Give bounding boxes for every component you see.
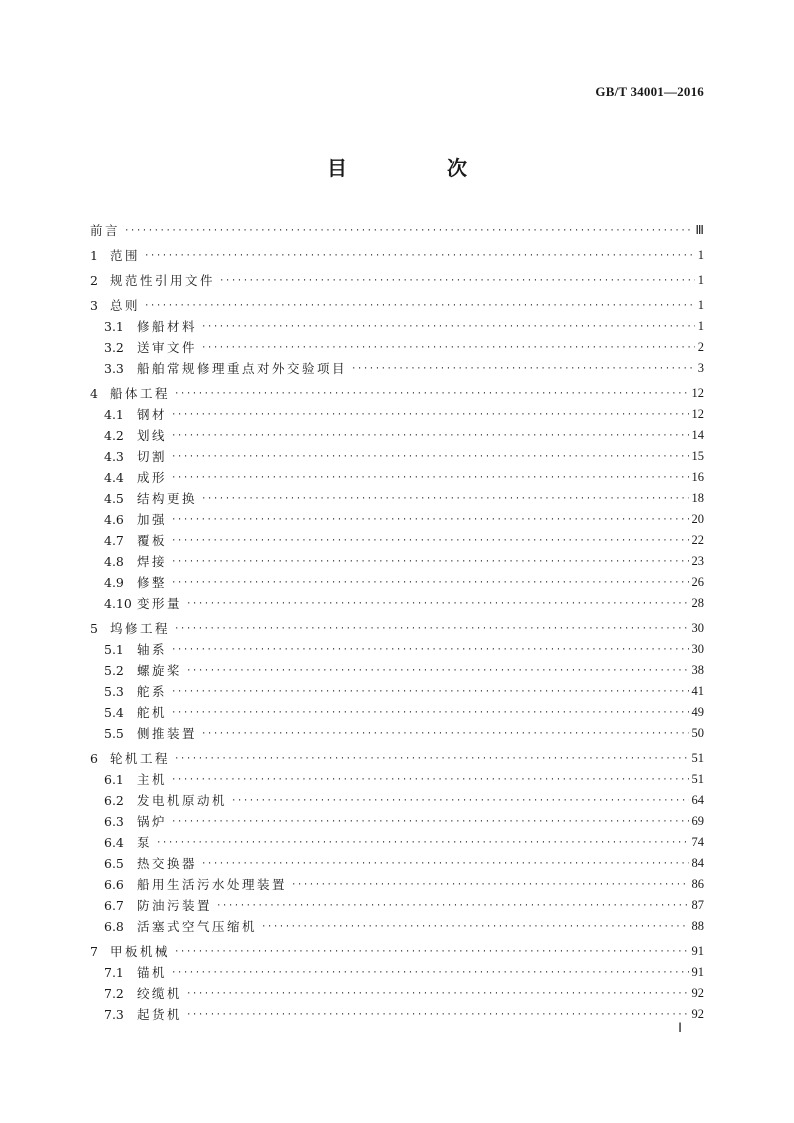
toc-entry-page: 12 [691, 407, 704, 421]
toc-entry-label: 修船材料 [137, 319, 198, 334]
toc-entry-number: 3.3 [104, 361, 124, 376]
toc-entry[interactable] [90, 488, 704, 509]
toc-entry[interactable] [90, 962, 704, 983]
toc-leader-dots [174, 751, 688, 769]
toc-entry-number: 6.3 [104, 814, 124, 829]
toc-entry-number: 4.9 [104, 575, 124, 590]
toc-entry-page: 74 [691, 835, 704, 849]
toc-entry[interactable] [90, 530, 704, 551]
toc-entry-page: 51 [691, 751, 704, 765]
toc-entry[interactable] [90, 660, 704, 681]
toc-entry-label: 舵机 [137, 705, 168, 720]
toc-entry-number: 7.3 [104, 1007, 124, 1022]
toc-leader-dots [171, 642, 688, 660]
toc-entry-number: 1 [90, 248, 98, 263]
toc-entry-page: 88 [691, 919, 704, 933]
toc-entry-page: 1 [697, 319, 704, 333]
toc-entry-label: 甲板机械 [110, 944, 171, 959]
toc-entry-label: 范围 [110, 248, 141, 263]
toc-leader-dots [216, 898, 688, 916]
toc-entry-number: 4 [90, 386, 98, 401]
toc-leader-dots [186, 986, 688, 1004]
toc-entry[interactable] [90, 425, 704, 446]
toc-entry-number: 3.2 [104, 340, 124, 355]
toc-entry-page: 50 [691, 726, 704, 740]
toc-entry-number: 7.1 [104, 965, 124, 980]
toc-entry-page: 3 [697, 361, 704, 375]
toc-entry-number: 7 [90, 944, 98, 959]
toc-entry-number: 3.1 [104, 319, 124, 334]
toc-entry-number: 5.5 [104, 726, 124, 741]
toc-entry[interactable] [90, 811, 704, 832]
toc-entry[interactable] [90, 916, 704, 937]
toc-entry-label: 起货机 [137, 1007, 183, 1022]
toc-entry-label: 钢材 [137, 407, 168, 422]
toc-entry-number: 6.6 [104, 877, 124, 892]
toc-entry-page: 92 [691, 986, 704, 1000]
toc-leader-dots [171, 705, 688, 723]
toc-entry-label: 船舶常规修理重点对外交验项目 [137, 361, 348, 376]
toc-entry-page: 38 [691, 663, 704, 677]
toc-leader-dots [174, 386, 688, 404]
toc-entry-label: 活塞式空气压缩机 [137, 919, 258, 934]
toc-entry[interactable] [90, 702, 704, 723]
toc-entry-label: 舵系 [137, 684, 168, 699]
toc-entry-number: 5 [90, 621, 98, 636]
table-of-contents [90, 216, 704, 1025]
toc-entry[interactable] [90, 895, 704, 916]
toc-entry-number: 6.5 [104, 856, 124, 871]
toc-entry-label: 船体工程 [110, 386, 171, 401]
toc-entry-page: 91 [691, 944, 704, 958]
toc-entry-label: 主机 [137, 772, 168, 787]
toc-entry-page: 26 [691, 575, 704, 589]
toc-entry[interactable] [90, 572, 704, 593]
toc-entry-number: 6.1 [104, 772, 124, 787]
toc-entry[interactable] [90, 266, 704, 291]
toc-entry-page: 64 [691, 793, 704, 807]
toc-entry-page: 12 [691, 386, 704, 400]
toc-leader-dots [291, 877, 688, 895]
toc-leader-dots [171, 554, 688, 572]
toc-entry-label: 船用生活污水处理装置 [137, 877, 288, 892]
toc-entry-label: 结构更换 [137, 491, 198, 506]
toc-leader-dots [144, 298, 695, 316]
toc-entry-number: 6 [90, 751, 98, 766]
toc-entry-label: 覆板 [137, 533, 168, 548]
toc-entry-label: 侧推装置 [137, 726, 198, 741]
toc-entry-page: 87 [691, 898, 704, 912]
toc-entry-number: 5.1 [104, 642, 124, 657]
toc-entry-number: 4.8 [104, 554, 124, 569]
toc-entry-number: 7.2 [104, 986, 124, 1001]
toc-entry[interactable] [90, 216, 704, 241]
toc-entry-page: 49 [691, 705, 704, 719]
toc-entry[interactable] [90, 681, 704, 702]
toc-entry-number: 3 [90, 298, 98, 313]
toc-entry-label: 锚机 [137, 965, 168, 980]
toc-entry-label: 轮机工程 [110, 751, 171, 766]
toc-entry-number: 4.1 [104, 407, 124, 422]
page-title: 目 次 [327, 156, 507, 180]
toc-leader-dots [186, 1007, 688, 1025]
toc-entry-page: 84 [691, 856, 704, 870]
toc-entry-label: 锅炉 [137, 814, 168, 829]
toc-entry-label: 热交换器 [137, 856, 198, 871]
toc-leader-dots [171, 575, 688, 593]
toc-entry-number: 6.7 [104, 898, 124, 913]
toc-leader-dots [219, 273, 695, 291]
toc-entry-number: 6.8 [104, 919, 124, 934]
toc-entry-page: 1 [697, 298, 704, 312]
toc-entry-page: 30 [691, 642, 704, 656]
toc-entry-label: 防油污装置 [137, 898, 213, 913]
toc-leader-dots [171, 470, 688, 488]
toc-entry-page: 1 [697, 248, 704, 262]
toc-leader-dots [201, 726, 688, 744]
toc-entry-page: 16 [691, 470, 704, 484]
toc-entry[interactable] [90, 790, 704, 811]
toc-entry[interactable] [90, 832, 704, 853]
toc-leader-dots [201, 319, 695, 337]
toc-entry-label: 切割 [137, 449, 168, 464]
toc-entry[interactable] [90, 551, 704, 572]
toc-entry-page: 15 [691, 449, 704, 463]
toc-entry-page: 86 [691, 877, 704, 891]
toc-leader-dots [144, 248, 695, 266]
toc-entry-page: 30 [691, 621, 704, 635]
toc-entry[interactable] [90, 983, 704, 1004]
toc-leader-dots [351, 361, 695, 379]
toc-entry[interactable] [90, 446, 704, 467]
toc-entry-page: 91 [691, 965, 704, 979]
toc-entry-page: 51 [691, 772, 704, 786]
toc-entry[interactable] [90, 358, 704, 379]
toc-entry[interactable] [90, 467, 704, 488]
toc-entry[interactable] [90, 874, 704, 895]
toc-entry[interactable] [90, 853, 704, 874]
toc-leader-dots [171, 533, 688, 551]
toc-leader-dots [174, 944, 688, 962]
toc-leader-dots [171, 684, 688, 702]
toc-entry-number: 5.2 [104, 663, 124, 678]
toc-leader-dots [201, 856, 688, 874]
toc-leader-dots [186, 663, 688, 681]
toc-leader-dots [201, 340, 695, 358]
toc-entry-label: 成形 [137, 470, 168, 485]
toc-entry-number: 4.5 [104, 491, 124, 506]
standard-code: GB/T 34001—2016 [595, 84, 704, 99]
toc-leader-dots [171, 449, 688, 467]
toc-leader-dots [171, 772, 688, 790]
toc-entry-number: 4.4 [104, 470, 124, 485]
toc-leader-dots [261, 919, 688, 937]
toc-entry-label: 坞修工程 [110, 621, 171, 636]
toc-entry[interactable] [90, 639, 704, 660]
toc-entry[interactable] [90, 769, 704, 790]
toc-leader-dots [124, 223, 692, 241]
toc-entry[interactable] [90, 1004, 704, 1025]
toc-leader-dots [174, 621, 688, 639]
toc-leader-dots [186, 596, 688, 614]
toc-entry[interactable] [90, 316, 704, 337]
toc-entry-page: 20 [691, 512, 704, 526]
toc-entry[interactable] [90, 593, 704, 614]
toc-leader-dots [171, 428, 688, 446]
toc-entry-number: 5.3 [104, 684, 124, 699]
toc-entry[interactable] [90, 509, 704, 530]
toc-entry[interactable] [90, 723, 704, 744]
toc-entry-label: 前言 [90, 223, 121, 238]
toc-entry-number: 4.7 [104, 533, 124, 548]
toc-entry-label: 发电机原动机 [137, 793, 228, 808]
toc-entry-page: 2 [697, 340, 704, 354]
toc-entry[interactable] [90, 937, 704, 962]
toc-entry-number: 4.2 [104, 428, 124, 443]
toc-entry-page: 69 [691, 814, 704, 828]
toc-leader-dots [171, 814, 688, 832]
toc-entry[interactable] [90, 744, 704, 769]
toc-entry-label: 变形量 [137, 596, 183, 611]
toc-entry-number: 4.3 [104, 449, 124, 464]
toc-entry-label: 修整 [137, 575, 168, 590]
toc-entry[interactable] [90, 337, 704, 358]
toc-entry-number: 6.4 [104, 835, 124, 850]
toc-entry-label: 焊接 [137, 554, 168, 569]
toc-entry-page: 1 [697, 273, 704, 287]
toc-leader-dots [171, 965, 688, 983]
toc-entry-page: 92 [691, 1007, 704, 1021]
toc-entry-page: 18 [691, 491, 704, 505]
toc-entry-label: 规范性引用文件 [110, 273, 216, 288]
toc-entry[interactable] [90, 614, 704, 639]
toc-entry-page: 22 [691, 533, 704, 547]
toc-entry-label: 加强 [137, 512, 168, 527]
toc-entry-page: Ⅲ [695, 223, 704, 237]
toc-entry-page: 28 [691, 596, 704, 610]
toc-entry-label: 螺旋桨 [137, 663, 183, 678]
toc-entry-page: 41 [691, 684, 704, 698]
toc-entry-label: 绞缆机 [137, 986, 183, 1001]
toc-entry-number: 2 [90, 273, 98, 288]
toc-entry-number: 5.4 [104, 705, 124, 720]
page-number: Ⅰ [678, 1020, 682, 1035]
toc-entry-label: 划线 [137, 428, 168, 443]
toc-entry-label: 送审文件 [137, 340, 198, 355]
toc-entry[interactable] [90, 404, 704, 425]
toc-leader-dots [231, 793, 688, 811]
toc-entry-number: 6.2 [104, 793, 124, 808]
toc-leader-dots [171, 407, 688, 425]
toc-entry[interactable] [90, 241, 704, 266]
toc-entry-label: 轴系 [137, 642, 168, 657]
toc-entry[interactable] [90, 379, 704, 404]
toc-entry-number: 4.6 [104, 512, 124, 527]
toc-entry-label: 总则 [110, 298, 141, 313]
toc-entry-page: 14 [691, 428, 704, 442]
toc-entry-number: 4.10 [104, 596, 132, 611]
toc-leader-dots [156, 835, 688, 853]
toc-leader-dots [171, 512, 688, 530]
toc-entry-page: 23 [691, 554, 704, 568]
toc-entry[interactable] [90, 291, 704, 316]
toc-leader-dots [201, 491, 688, 509]
toc-entry-label: 泵 [137, 835, 153, 850]
